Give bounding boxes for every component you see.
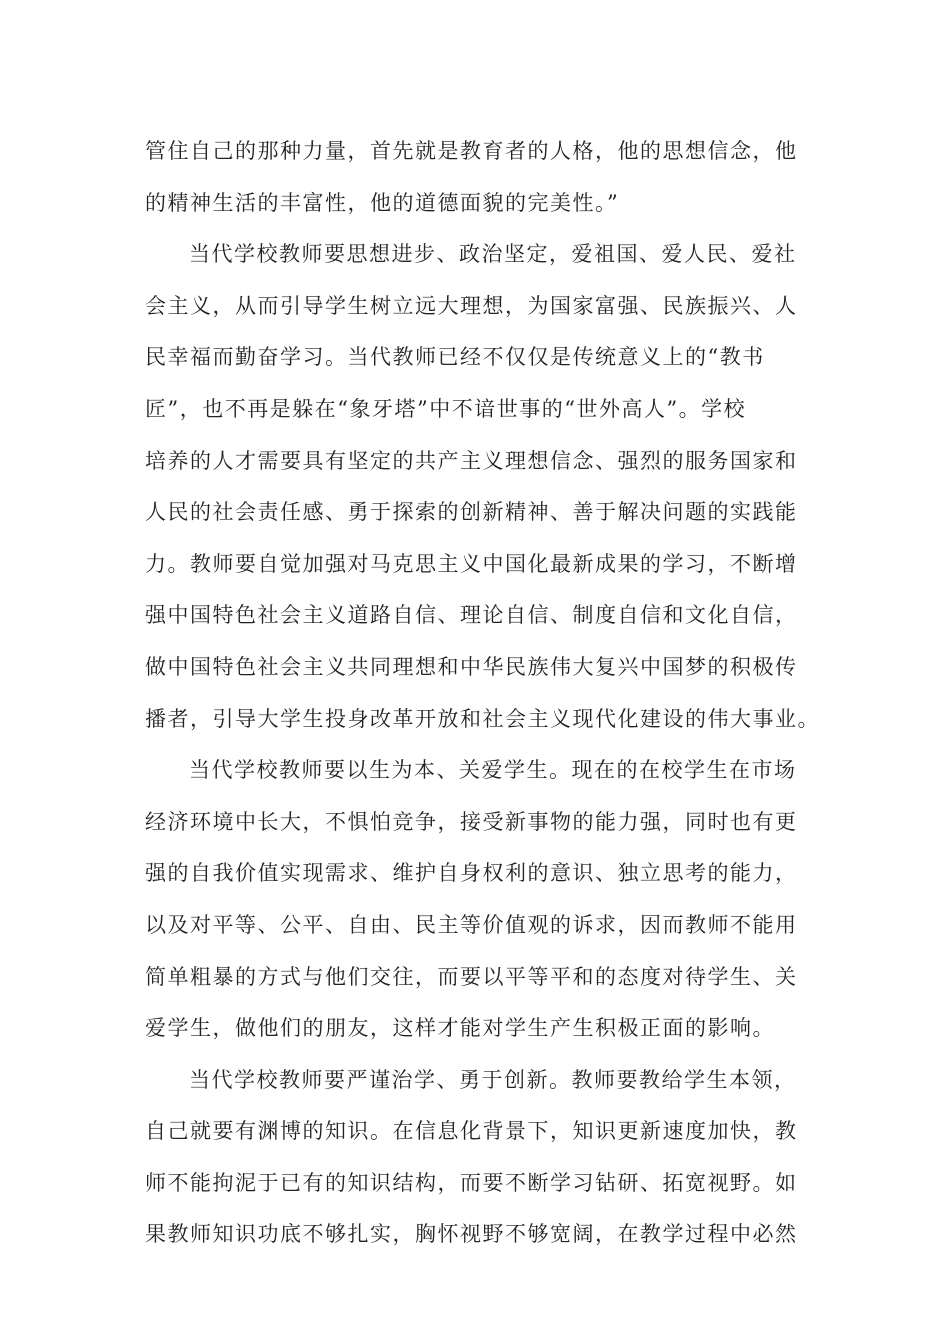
text-line: 人民的社会责任感、勇于探索的创新精神、善于解决问题的实践能 bbox=[145, 500, 798, 525]
paragraph-start-line: 当代学校教师要以生为本、关爱学生。现在的在校学生在市场 bbox=[189, 758, 797, 783]
text-line: 简单粗暴的方式与他们交往，而要以平等平和的态度对待学生、关 bbox=[145, 964, 798, 989]
text-line: 匠”，也不再是躲在“象牙塔”中不谙世事的“世外高人”。学校 bbox=[145, 396, 747, 421]
text-line: 力。教师要自觉加强对马克思主义中国化最新成果的学习，不断增 bbox=[145, 551, 798, 576]
body-text bbox=[145, 126, 820, 1261]
text-line: 的精神生活的丰富性，他的道德面貌的完美性。” bbox=[145, 190, 620, 215]
text-line: 果教师知识功底不够扎实，胸怀视野不够宽阔，在教学过程中必然 bbox=[145, 1222, 798, 1247]
text-line: 师不能拘泥于已有的知识结构，而要不断学习钻研、拓宽视野。如 bbox=[145, 1170, 798, 1195]
text-line: 自己就要有渊博的知识。在信息化背景下，知识更新速度加快，教 bbox=[145, 1119, 798, 1144]
paragraph-start-line: 当代学校教师要严谨治学、勇于创新。教师要教给学生本领， bbox=[189, 1067, 797, 1092]
text-line: 做中国特色社会主义共同理想和中华民族伟大复兴中国梦的积极传 bbox=[145, 654, 798, 679]
text-line: 培养的人才需要具有坚定的共产主义理想信念、强烈的服务国家和 bbox=[145, 448, 798, 473]
text-line: 以及对平等、公平、自由、民主等价值观的诉求，因而教师不能用 bbox=[145, 912, 798, 937]
text-line: 强中国特色社会主义道路自信、理论自信、制度自信和文化自信， bbox=[145, 603, 798, 628]
text-line: 爱学生，做他们的朋友，这样才能对学生产生积极正面的影响。 bbox=[145, 1016, 775, 1041]
text-line: 经济环境中长大，不惧怕竞争，接受新事物的能力强，同时也有更 bbox=[145, 809, 798, 834]
text-line: 播者，引导大学生投身改革开放和社会主义现代化建设的伟大事业。 bbox=[145, 706, 820, 731]
text-line: 民幸福而勤奋学习。当代教师已经不仅仅是传统意义上的“教书 bbox=[145, 345, 765, 370]
text-line: 管住自己的那种力量，首先就是教育者的人格，他的思想信念，他 bbox=[145, 139, 798, 163]
paragraph-start-line: 当代学校教师要思想进步、政治坚定，爱祖国、爱人民、爱社 bbox=[189, 242, 797, 267]
text-line: 会主义，从而引导学生树立远大理想，为国家富强、民族振兴、人 bbox=[145, 293, 798, 318]
text-line: 强的自我价值实现需求、维护自身权利的意识、独立思考的能力， bbox=[145, 861, 798, 886]
